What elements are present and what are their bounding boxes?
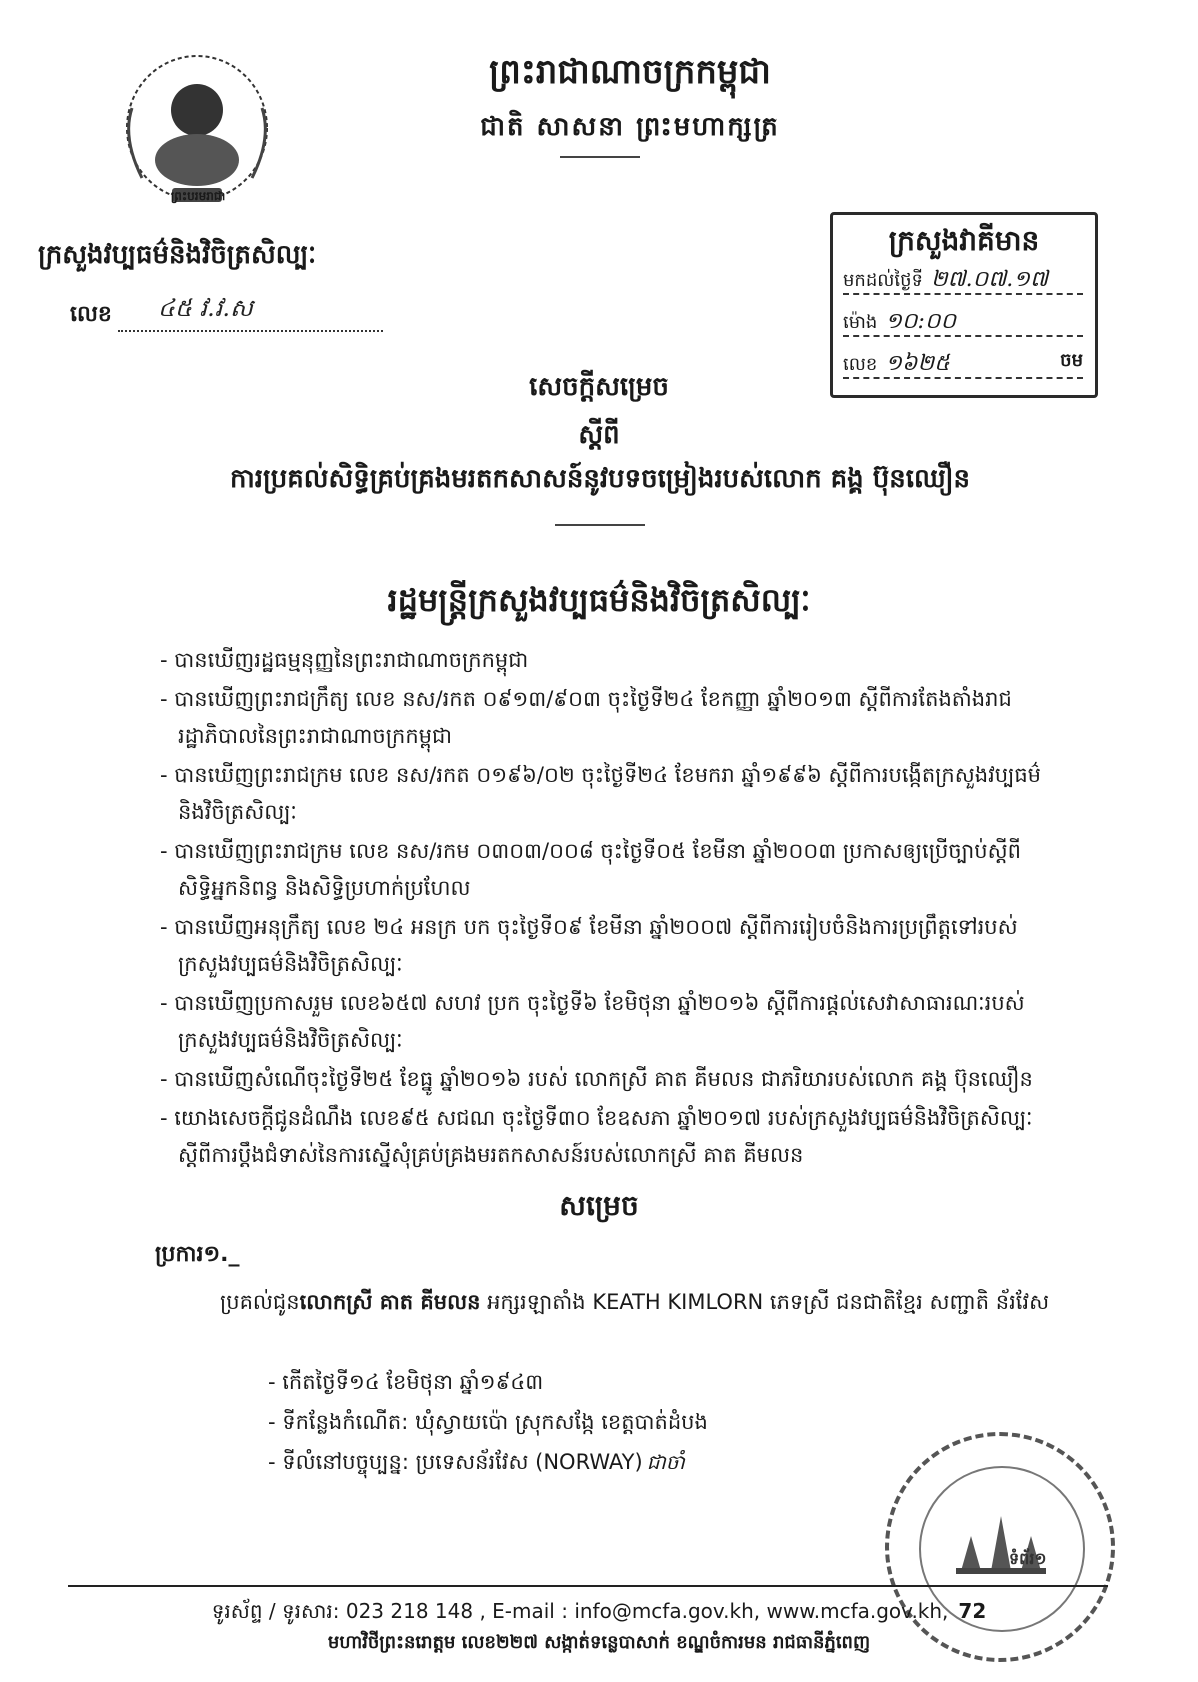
royal-emblem (112, 48, 282, 208)
handwritten-number: ៤៥ វ.វ.ស (157, 294, 253, 322)
document-number (70, 294, 383, 332)
list-item: - បានឃើញព្រះរាជក្រម លេខ នស/រកត ០១៩៦/០២ ចុះថ្ងៃទី២៤ ខែមករា ឆ្នាំ១៩៩៦ ស្តីពីការបង្កើតក្រសួងវប្បធម៌និងវិចិត្រសិល្បៈ (160, 757, 1060, 831)
list-item: - បានឃើញរដ្ឋធម្មនុញ្ញនៃព្រះរាជាណាចក្រកម្ពុជា (160, 642, 1060, 679)
residence-text: ទីលំនៅបច្ចុប្បន្ន: ប្រទេសន័រវែស (NORWAY) (282, 1450, 643, 1474)
stamp-number-value: ១៦២៥ (885, 351, 950, 376)
stamp-date-value: ២៧.០៧.១៧ (930, 267, 1048, 292)
footer-address: មហាវិថីព្រះនរោត្តម លេខ២២៧ សង្កាត់ទន្លេបាសាក់ ខណ្ឌចំការមន រាជធានីភ្នំពេញ (327, 1632, 871, 1653)
stamp-time-value: ១០:០០ (885, 309, 957, 334)
footer-contact (0, 1598, 1198, 1628)
list-item: - បានឃើញព្រះរាជក្រម លេខ នស/រកម ០៣០៣/០០៨ ចុះថ្ងៃទី០៥ ខែមីនា ឆ្នាំ២០០៣ ប្រកាសឲ្យប្រើច្បាប់ស្តីពី សិទ្ធិអ្នកនិពន្ធ និងសិទ្ធិប្រហាក់ប្រហែល (160, 833, 1060, 907)
decision-title: សេចក្តីសម្រេច (529, 372, 669, 402)
footer-divider (68, 1585, 1108, 1587)
grantee-details (268, 1362, 708, 1482)
list-item: - យោងសេចក្តីជូនដំណឹង លេខ៩៥ សជណ ចុះថ្ងៃទី៣០ ខែឧសភា ឆ្នាំ២០១៧ របស់ក្រសួងវប្បធម៌និងវិចិត្រសិល្បៈស្តីពីការប្តឹងជំទាស់នៃការស្នើសុំគ្រប់គ្រងមរតកសាសន៍របស់លោកស្រី គាត គីមលន (160, 1100, 1060, 1174)
list-item: - បានឃើញប្រកាសរួម លេខ៦៥៧ សហវ ប្រក ចុះថ្ងៃទី៦ ខែមិថុនា ឆ្នាំ២០១៦ ស្តីពីការផ្តល់សេវាសាធារណៈរបស់ក្រសួងវប្បធម៌និងវិចិត្រសិល្បៈ (160, 985, 1060, 1059)
list-item: - ទីកន្លែងកំណើត: ឃុំស្វាយប៉ោ ស្រុកសង្កែ ខេត្តបាត់ដំបង (268, 1402, 708, 1442)
grant-rest: អក្សរឡាតាំង KEATH KIMLORN ភេទស្រី ជនជាតិខ្មែរ សញ្ជាតិ ន័រវែស (480, 1290, 1050, 1314)
minister-heading: រដ្ឋមន្ត្រីក្រសួងវប្បធម៌និងវិចិត្រសិល្បៈ (387, 581, 811, 619)
stamp-time-label: ម៉ោង (843, 312, 878, 333)
stamp-received-date (843, 265, 1083, 295)
number-dotted-line (118, 294, 383, 332)
ministry-name: ក្រសួងវប្បធម៌និងវិចិត្រសិល្បៈ (38, 240, 317, 270)
considerations-list (160, 642, 1060, 1176)
contact-text: ទូរស័ព្ទ / ទូរសារ: 023 218 148 , E-mail : info@mcfa.gov.kh, www.mcfa.gov.kh, (211, 1599, 949, 1623)
handwritten-signature: ជាចាំ (646, 1450, 685, 1474)
stamp-number-suffix: ចម (1060, 350, 1083, 371)
emblem-caption: ព្រះបរមរាជា (170, 189, 226, 203)
list-item: - បានឃើញសំណើចុះថ្ងៃទី២៥ ខែធ្នូ ឆ្នាំ២០១៦ របស់ លោកស្រី គាត គីមលន ជាភរិយារបស់លោក គង្គ ប៊ុនឈឿន (160, 1061, 1060, 1098)
decides-heading: សម្រេច (559, 1189, 639, 1222)
article-1-grant (150, 1282, 1050, 1322)
grantee-name: លោកស្រី គាត គីមលន (299, 1290, 481, 1314)
stamp-time (843, 307, 1083, 337)
article-1-label: ប្រការ១._ (155, 1242, 240, 1267)
seal-page-tag: ទំព័រ១ (1009, 1549, 1047, 1568)
stamp-title: ក្រសួងវាគីមាន (888, 224, 1040, 257)
list-item: - កើតថ្ងៃទី១៤ ខែមិថុនា ឆ្នាំ១៩៤៣ (268, 1362, 708, 1402)
subject-ornament (555, 524, 645, 526)
stamp-date-label: មកដល់ថ្ងៃទី (843, 270, 923, 291)
number-label: លេខ (70, 302, 112, 327)
stamp-number-label: លេខ (843, 354, 878, 375)
decision-about: ស្តីពី (578, 420, 620, 450)
kingdom-title: ព្រះរាជាណាចក្រកម្ពុជា (489, 52, 771, 92)
grant-lead: ប្រគល់ជូន (220, 1290, 300, 1314)
list-item: - បានឃើញព្រះរាជក្រឹត្យ លេខ នស/រកត ០៩១៣/៩០៣ ចុះថ្ងៃទី២៤ ខែកញ្ញា ឆ្នាំ២០១៣ ស្តីពីការតែងតាំងរាជរដ្ឋាភិបាលនៃព្រះរាជាណាចក្រកម្ពុជា (160, 681, 1060, 755)
motto-ornament (560, 156, 640, 158)
list-item: - បានឃើញអនុក្រឹត្យ លេខ ២៤ អនក្រ បក ចុះថ្ងៃទី០៩ ខែមីនា ឆ្នាំ២០០៧ ស្តីពីការរៀបចំនិងការប្រព្រឹត្តទៅរបស់ក្រសួងវប្បធម៌និងវិចិត្រសិល្បៈ (160, 909, 1060, 983)
list-item (268, 1442, 708, 1482)
decision-subject: ការប្រគល់សិទ្ធិគ្រប់គ្រងមរតកសាសន៍នូវបទចម្រៀងរបស់លោក គង្គ ប៊ុនឈឿន (230, 464, 970, 494)
page-number: 72 (958, 1599, 987, 1623)
national-motto: ជាតិ សាសនា ព្រះមហាក្សត្រ (480, 112, 780, 142)
